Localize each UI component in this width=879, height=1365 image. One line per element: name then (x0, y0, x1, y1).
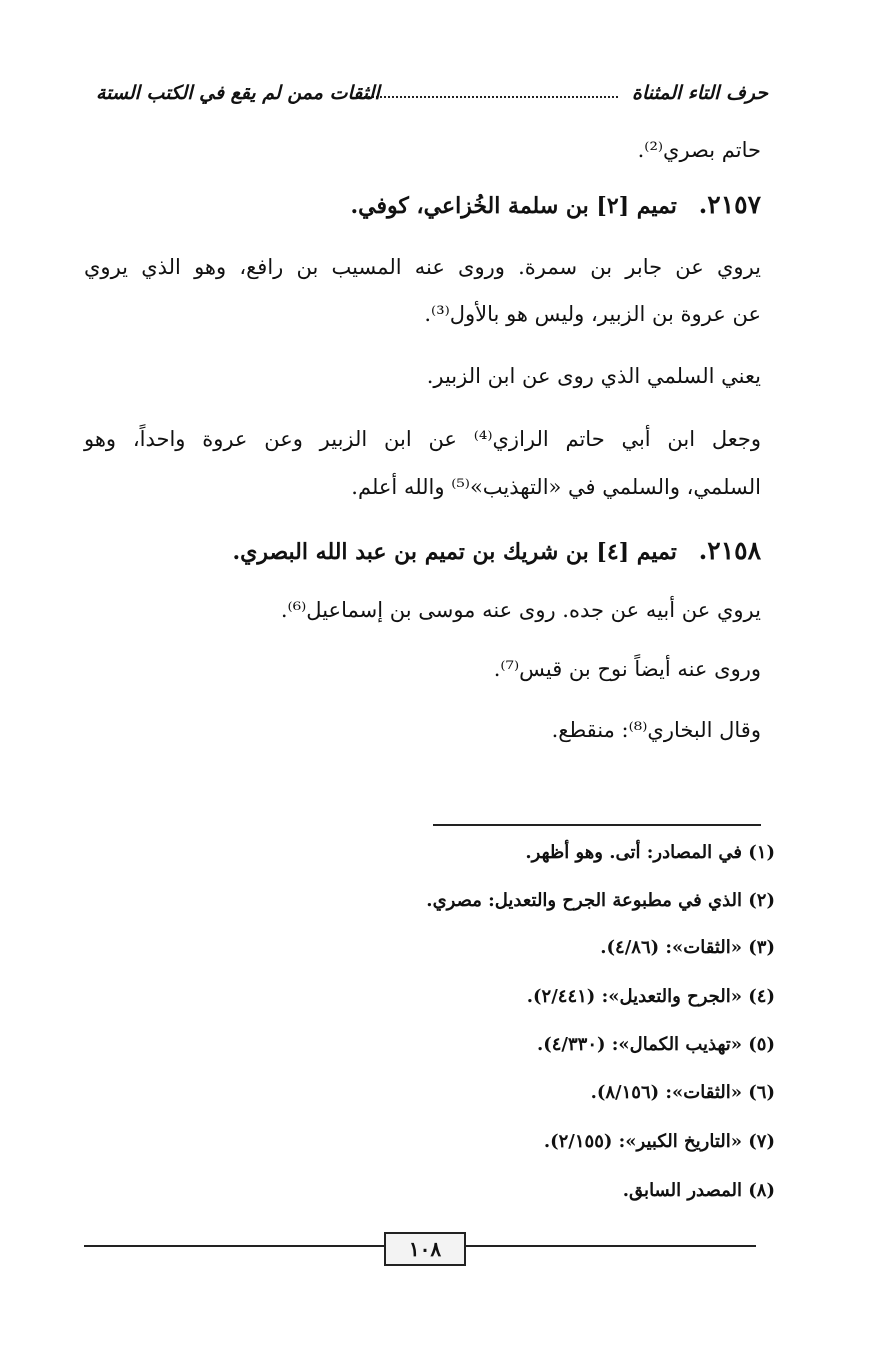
text-line: يروي عن أبيه عن جده. روى عنه موسى بن إسماعيل⁽⁶⁾. (280, 598, 761, 622)
footnote: (٤) «الجرح والتعديل»: (٢/٤٤١). (526, 986, 775, 1007)
entry-number: ٢١٥٧. (698, 190, 761, 219)
header-dot-leader (364, 96, 618, 98)
text-line: حاتم بصري⁽²⁾. (637, 138, 761, 162)
footer-rule-right (466, 1245, 756, 1247)
text-line: وقال البخاري⁽⁸⁾: منقطع. (551, 718, 761, 742)
running-header (96, 82, 768, 112)
entry-title: تميم [٢] بن سلمة الخُزاعي، كوفي. (350, 193, 677, 219)
footnote: (٥) «تهذيب الكمال»: (٤/٣٣٠). (536, 1034, 775, 1055)
footnote-separator (433, 824, 761, 826)
footnote: (٧) «التاريخ الكبير»: (٢/١٥٥). (543, 1131, 775, 1152)
footnote: (١) في المصادر: أتى. وهو أظهر. (525, 842, 775, 863)
footnote: (٨) المصدر السابق. (622, 1180, 775, 1201)
footnote: (٢) الذي في مطبوعة الجرح والتعديل: مصري. (426, 890, 775, 911)
entry-number: ٢١٥٨. (698, 536, 761, 565)
footnote: (٦) «الثقات»: (٨/١٥٦). (590, 1082, 775, 1103)
footer-rule-left (84, 1245, 384, 1247)
header-chapter-title: حرف التاء المثناة (632, 82, 768, 104)
text-line: وجعل ابن أبي حاتم الرازي⁽⁴⁾ عن ابن الزبير وعن عروة واحداً، وهو (84, 427, 762, 451)
text-line: وروى عنه أيضاً نوح بن قيس⁽⁷⁾. (493, 657, 761, 681)
page-number: ١٠٨ (384, 1232, 466, 1266)
header-book-title: الثقات ممن لم يقع في الكتب الستة (96, 82, 380, 104)
entry-heading-2158 (232, 536, 761, 565)
text-line: يروي عن جابر بن سمرة. وروى عنه المسيب بن رافع، وهو الذي يروي (84, 255, 761, 279)
footnote: (٣) «الثقات»: (٤/٨٦). (600, 937, 775, 958)
text-line: السلمي، والسلمي في «التهذيب»⁽⁵⁾ والله أعلم. (351, 475, 761, 499)
entry-heading-2157 (351, 190, 761, 219)
text-line: عن عروة بن الزبير، وليس هو بالأول⁽³⁾. (424, 302, 761, 326)
text-line: يعني السلمي الذي روى عن ابن الزبير. (426, 364, 761, 388)
entry-title: تميم [٤] بن شريك بن تميم بن عبد الله البصري. (232, 539, 677, 565)
